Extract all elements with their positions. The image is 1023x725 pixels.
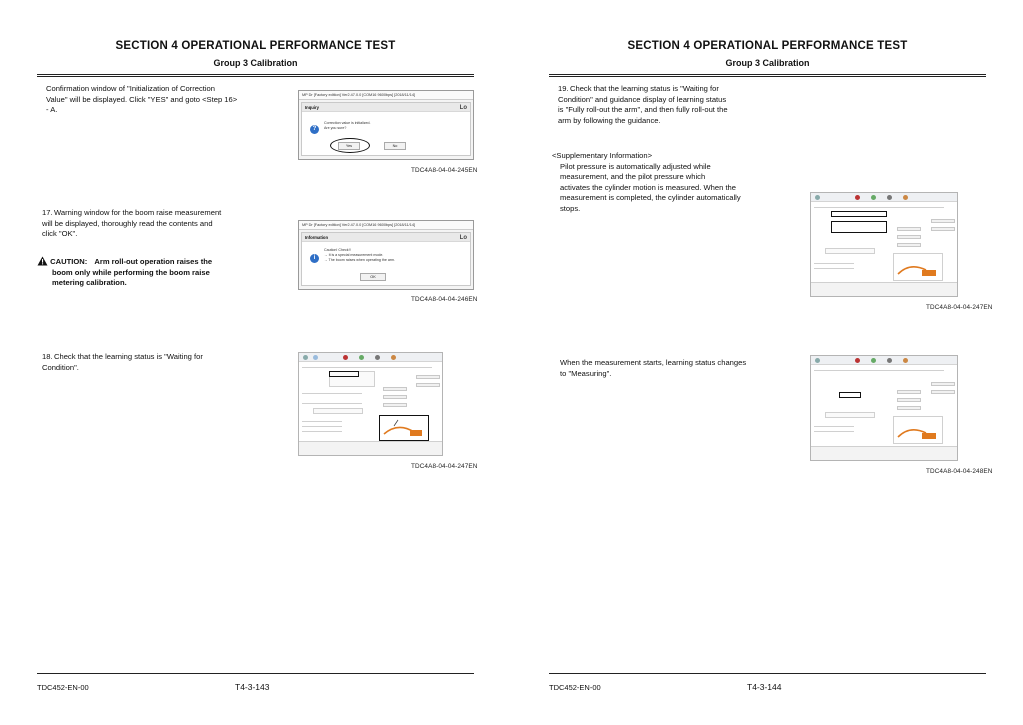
warning-icon <box>37 256 48 266</box>
toolbar-icon <box>887 195 892 200</box>
text-line: Condition" and guidance display of learning status <box>558 94 727 104</box>
logo-icon: Lo <box>459 235 467 241</box>
divider <box>814 207 944 208</box>
dialog-header-label: Inquiry <box>305 105 319 110</box>
right-page <box>512 0 1023 725</box>
text-line: Condition". <box>42 362 79 372</box>
side-button <box>931 219 955 223</box>
calibration-screenshot <box>298 352 443 456</box>
section-title: SECTION 4 OPERATIONAL PERFORMANCE TEST <box>627 40 908 52</box>
side-button <box>416 375 440 379</box>
step-number: 18. <box>42 352 53 361</box>
excavator-guidance-box <box>379 415 429 441</box>
side-button <box>897 398 921 402</box>
figure-caption: TDC4A8-04-04-246EN <box>411 296 478 303</box>
figure-caption: TDC4A8-04-04-245EN <box>411 167 478 174</box>
toolbar-icon <box>375 355 380 360</box>
text-line: is "Fully roll-out the arm", and then fully roll-out the <box>558 105 728 114</box>
divider <box>814 263 854 264</box>
divider <box>302 421 342 422</box>
footer-rule <box>549 673 986 674</box>
text-line: Arm roll-out operation raises the <box>94 257 213 266</box>
divider <box>302 431 342 432</box>
calibration-screenshot <box>810 192 958 297</box>
text-line: measurement is completed, the cylinder automatically <box>560 193 741 202</box>
figure-caption: TDC4A8-04-04-247EN <box>411 463 478 470</box>
side-button <box>931 382 955 386</box>
side-button <box>931 227 955 231</box>
dialog-window-title: MP Dr [Factory edition] Ver2.47.0.0 [COM16 9600bps] [2018/11/14] <box>299 221 473 230</box>
divider <box>302 403 362 404</box>
side-button <box>383 395 407 399</box>
group-title: Group 3 Calibration <box>213 58 298 68</box>
excavator-guidance-box <box>893 416 943 444</box>
text-line: Confirmation window of "Initialization of Correction <box>46 84 215 93</box>
message-line: Caution! Check!! <box>324 248 351 252</box>
step-number: 19. <box>558 84 569 93</box>
side-button <box>931 390 955 394</box>
side-button <box>897 243 921 247</box>
highlight-ellipse <box>330 138 370 153</box>
message-line: → It is a special measurement mode. <box>324 253 384 257</box>
dialog-header-label: Information <box>305 235 329 240</box>
text-line: stops. <box>560 203 581 213</box>
footer-code: TDC452-EN-00 <box>37 683 89 692</box>
divider <box>814 268 854 269</box>
status-highlight <box>839 392 861 398</box>
divider <box>814 370 944 371</box>
value-grid <box>825 412 875 418</box>
excavator-icon <box>380 416 428 440</box>
toolbar-icon <box>391 355 396 360</box>
screenshot-footer <box>811 282 957 296</box>
excavator-guidance-box <box>893 253 943 281</box>
toolbar-icon <box>313 355 318 360</box>
step-19-text <box>558 84 788 126</box>
dialog-message <box>324 248 395 263</box>
text-line: Warning window for the boom raise measurement <box>54 208 222 217</box>
value-grid <box>825 248 875 254</box>
no-button[interactable]: No <box>384 142 406 150</box>
yes-button[interactable]: Yes <box>338 142 360 150</box>
text-line: to "Measuring". <box>560 368 612 378</box>
side-button <box>897 390 921 394</box>
text-line: Value" will be displayed. Click "YES" and goto <Step 16> <box>46 94 238 104</box>
toolbar-icon <box>855 195 860 200</box>
toolbar-icon <box>871 358 876 363</box>
toolbar <box>811 356 957 365</box>
step-18-text <box>42 352 262 373</box>
screenshot-footer <box>299 441 442 455</box>
message-line: Correction value is initialized. <box>324 121 371 125</box>
step-number: 17. <box>42 208 53 217</box>
text-line: Check that the learning status is "Waiting for <box>570 84 719 93</box>
divider <box>814 431 854 432</box>
guidance-highlight <box>831 221 887 233</box>
header-rule <box>37 74 474 75</box>
section-title: SECTION 4 OPERATIONAL PERFORMANCE TEST <box>115 40 396 52</box>
toolbar-icon <box>359 355 364 360</box>
question-icon: ? <box>310 125 319 134</box>
status-highlight <box>329 371 359 377</box>
text-line: will be displayed, thoroughly read the contents and <box>42 218 213 228</box>
toolbar <box>299 353 442 362</box>
excavator-icon <box>894 417 942 443</box>
divider <box>814 426 854 427</box>
left-page <box>0 0 511 725</box>
step-16a-text <box>46 84 266 116</box>
toolbar-icon <box>815 358 820 363</box>
text-line: Pilot pressure is automatically adjusted while <box>560 161 711 171</box>
header-rule-double <box>37 76 474 77</box>
toolbar-icon <box>815 195 820 200</box>
supplementary-info <box>552 151 792 214</box>
calibration-screenshot <box>810 355 958 461</box>
excavator-icon <box>894 254 942 280</box>
caution-block <box>37 256 267 289</box>
text-line: - A. <box>46 105 58 114</box>
message-line: → The boom raises when operating the arm. <box>324 258 396 262</box>
text-line: activates the cylinder motion is measured. When the <box>560 182 737 192</box>
side-button <box>897 406 921 410</box>
toolbar-icon <box>855 358 860 363</box>
screenshot-footer <box>811 446 957 460</box>
text-line: boom only while performing the boom raise <box>52 267 210 277</box>
status-highlight <box>831 211 887 217</box>
group-title: Group 3 Calibration <box>725 58 810 68</box>
text-line: click "OK". <box>42 229 78 238</box>
divider <box>302 393 362 394</box>
text-line: Check that the learning status is "Waiting for <box>54 352 203 361</box>
supplementary-heading: <Supplementary Information> <box>552 151 653 160</box>
toolbar-icon <box>343 355 348 360</box>
measuring-note <box>560 358 800 379</box>
dialog-header <box>302 103 470 112</box>
toolbar-icon <box>887 358 892 363</box>
information-dialog <box>298 220 474 290</box>
dialog-header <box>302 233 470 242</box>
dialog-body <box>301 102 471 156</box>
inquiry-dialog <box>298 90 474 160</box>
divider <box>302 367 432 368</box>
header-rule <box>549 74 986 75</box>
side-button <box>383 403 407 407</box>
toolbar-icon <box>903 195 908 200</box>
page-number: T4-3-144 <box>747 682 782 692</box>
text-line: measurement, and the pilot pressure which <box>560 172 706 181</box>
footer-rule <box>37 673 474 674</box>
message-line: Are you sure? <box>324 126 347 130</box>
figure-caption: TDC4A8-04-04-247EN <box>926 304 993 311</box>
footer-code: TDC452-EN-00 <box>549 683 601 692</box>
page-number: T4-3-143 <box>235 682 270 692</box>
side-button <box>897 235 921 239</box>
caution-label: CAUTION: <box>50 257 88 266</box>
divider <box>302 426 342 427</box>
info-icon: i <box>310 254 319 263</box>
header-rule-double <box>549 76 986 77</box>
text-line: When the measurement starts, learning status changes <box>560 358 747 367</box>
dialog-message <box>324 121 371 131</box>
text-line: arm by following the guidance. <box>558 115 661 125</box>
text-line: metering calibration. <box>52 278 127 287</box>
ok-button[interactable]: OK <box>360 273 386 281</box>
side-button <box>416 383 440 387</box>
toolbar-icon <box>903 358 908 363</box>
logo-icon: Lo <box>459 105 467 111</box>
toolbar <box>811 193 957 202</box>
side-button <box>897 227 921 231</box>
toolbar-icon <box>871 195 876 200</box>
side-button <box>383 387 407 391</box>
value-grid <box>313 408 363 414</box>
step-17-text <box>42 208 262 240</box>
dialog-window-title: MP Dr [Factory edition] Ver2.47.0.0 [COM16 9600bps] [2018/11/14] <box>299 91 473 100</box>
figure-caption: TDC4A8-04-04-248EN <box>926 468 993 475</box>
toolbar-icon <box>303 355 308 360</box>
dialog-body <box>301 232 471 286</box>
